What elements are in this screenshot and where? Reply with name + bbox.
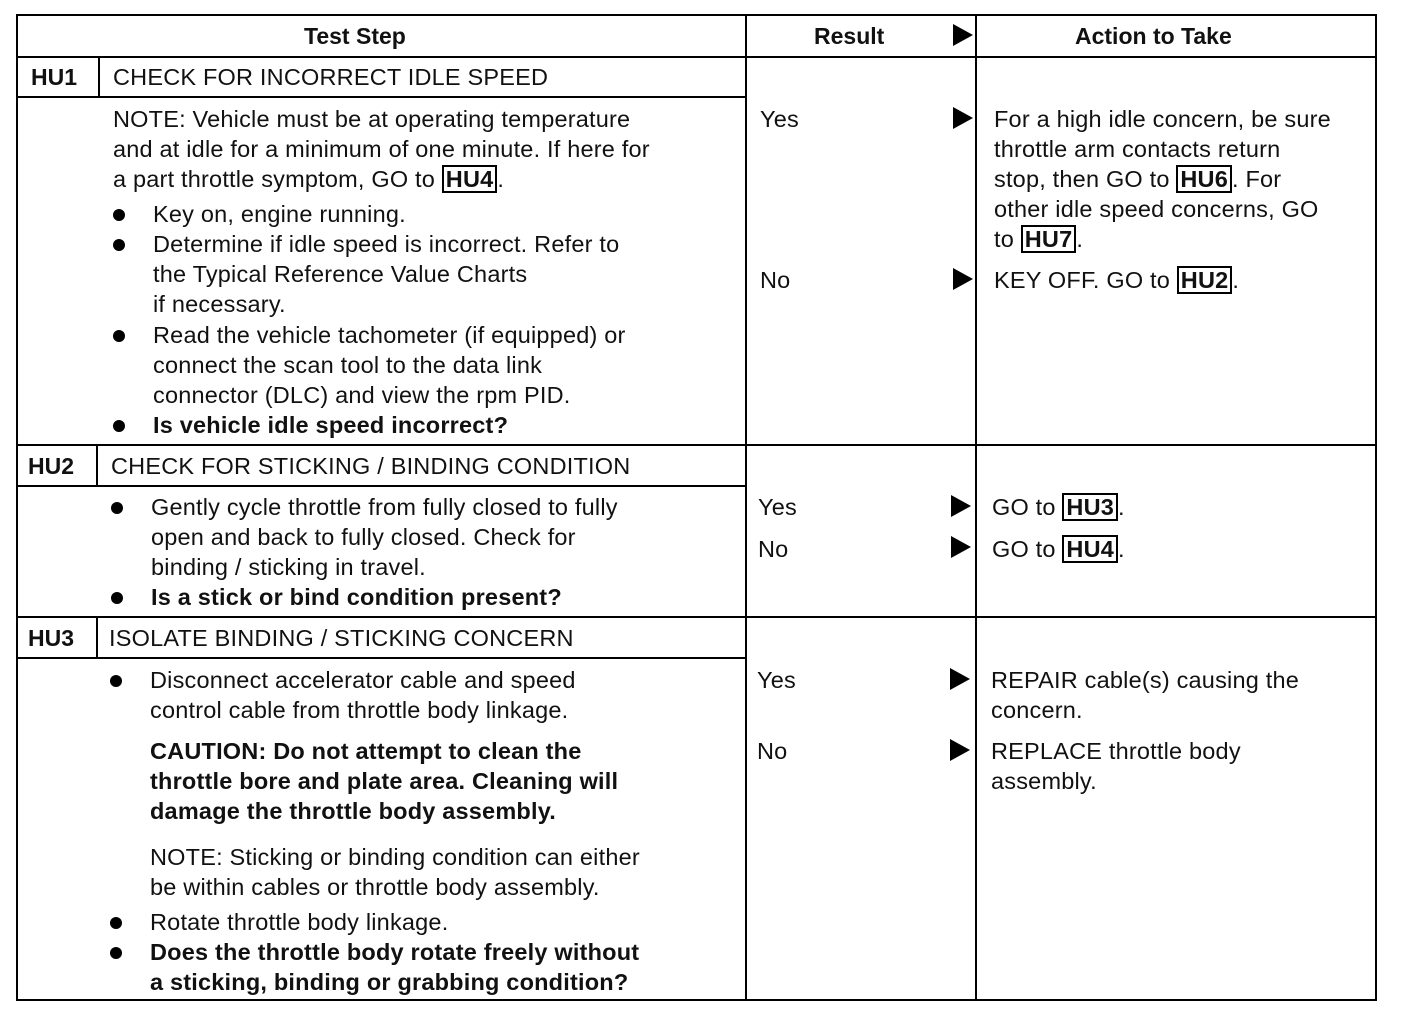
hu1-yes-action-line1: For a high idle concern, be sure: [994, 106, 1331, 132]
hu2-yes-action-text: GO to: [992, 494, 1056, 520]
hu1-title: CHECK FOR INCORRECT IDLE SPEED: [113, 64, 549, 90]
hu2-no-arrow-icon: [951, 536, 971, 558]
hu1-result-yes: Yes: [760, 106, 799, 132]
hu1-bullet2-line2: the Typical Reference Value Charts: [153, 261, 528, 287]
hu3-result-no: No: [757, 738, 788, 764]
hu1-no-action-text: KEY OFF. GO to: [994, 267, 1171, 293]
bullet-icon: [111, 502, 123, 514]
hu1-no-action-post: .: [1232, 267, 1240, 293]
hu2-no-action-post: .: [1118, 536, 1125, 562]
hu3-result-yes: Yes: [757, 667, 796, 693]
hu3-caution-line1: CAUTION: Do not attempt to clean the: [150, 738, 582, 764]
hu2-yes-arrow-icon: [951, 495, 971, 517]
hu1-no-arrow-icon: [953, 268, 973, 290]
hu2-yes-ref-hu3-link[interactable]: HU3: [1062, 493, 1118, 521]
bullet-icon: [113, 420, 125, 432]
bullet-icon: [113, 239, 125, 251]
hu2-title: CHECK FOR STICKING / BINDING CONDITION: [111, 453, 631, 479]
bullet-icon: [113, 330, 125, 342]
hu1-yes-ref-hu7-link[interactable]: HU7: [1021, 225, 1077, 253]
hu1-bullet1: Key on, engine running.: [153, 201, 406, 227]
hu2-no-action: [992, 534, 1125, 564]
hu1-yes-action-line4: other idle speed concerns, GO: [994, 196, 1319, 222]
hu2-result-yes: Yes: [758, 494, 797, 520]
bullet-icon: [111, 592, 123, 604]
hu1-yes-arrow-icon: [953, 107, 973, 129]
hu1-note-line2: and at idle for a minimum of one minute. If here for: [113, 136, 650, 162]
hu1-bullet3-line1: Read the vehicle tachometer (if equipped) or: [153, 322, 626, 348]
hu1-yes-ref-hu6-link[interactable]: HU6: [1176, 165, 1232, 193]
hu3-note-line1: NOTE: Sticking or binding condition can either: [150, 844, 640, 870]
hu3-no-action-line1: REPLACE throttle body: [991, 738, 1241, 764]
hu1-yes-action-line3-text: stop, then GO to: [994, 166, 1170, 192]
hu1-yes-action-line5: [994, 224, 1083, 254]
bullet-icon: [113, 209, 125, 221]
hu2-yes-action: [992, 492, 1125, 522]
hu1-bullet2-line1: Determine if idle speed is incorrect. Refer to: [153, 231, 620, 257]
hu3-bullet3-line2: a sticking, binding or grabbing condition?: [150, 969, 629, 995]
hu1-yes-action-line5-text: to: [994, 226, 1014, 252]
bullet-icon: [110, 917, 122, 929]
header-action: Action to Take: [1075, 23, 1232, 49]
header-test-step: Test Step: [304, 23, 406, 49]
hu3-yes-arrow-icon: [950, 668, 970, 690]
hu3-no-action-line2: assembly.: [991, 768, 1097, 794]
hu2-bullet1-line3: binding / sticking in travel.: [151, 554, 426, 580]
hu2-code: HU2: [28, 453, 75, 479]
hu3-bullet3-line1: Does the throttle body rotate freely without: [150, 939, 640, 965]
header-result: Result: [814, 23, 885, 49]
hu1-bullet3-line2: connect the scan tool to the data link: [153, 352, 543, 378]
hu2-no-ref-hu4-link[interactable]: HU4: [1062, 535, 1118, 563]
hu1-note-line3: [113, 164, 504, 194]
hu3-yes-action-line2: concern.: [991, 697, 1083, 723]
hu1-yes-action-line2: throttle arm contacts return: [994, 136, 1281, 162]
hu3-code: HU3: [28, 625, 75, 651]
hu1-yes-action-line3: [994, 164, 1281, 194]
hu1-note-line3-post: .: [497, 166, 505, 192]
hu3-bullet1-line1: Disconnect accelerator cable and speed: [150, 667, 576, 693]
hu2-bullet2-question: Is a stick or bind condition present?: [151, 584, 562, 610]
hu2-no-action-text: GO to: [992, 536, 1056, 562]
hu2-bullet1-line2: open and back to fully closed. Check for: [151, 524, 576, 550]
hu3-no-arrow-icon: [950, 739, 970, 761]
hu3-title: ISOLATE BINDING / STICKING CONCERN: [109, 625, 574, 651]
hu1-yes-action-line3-post: . For: [1232, 166, 1282, 192]
hu2-bullet1-line1: Gently cycle throttle from fully closed to fully: [151, 494, 618, 520]
hu3-yes-action-line1: REPAIR cable(s) causing the: [991, 667, 1299, 693]
hu2-yes-action-post: .: [1118, 494, 1125, 520]
hu1-no-action: [994, 265, 1239, 295]
hu3-caution-line2: throttle bore and plate area. Cleaning will: [150, 768, 619, 794]
hu1-yes-action-line5-post: .: [1076, 226, 1084, 252]
hu1-note-line1: NOTE: Vehicle must be at operating temperature: [113, 106, 631, 132]
bullet-icon: [110, 947, 122, 959]
hu1-result-no: No: [760, 267, 791, 293]
hu3-note-line2: be within cables or throttle body assembly.: [150, 874, 600, 900]
hu1-bullet3-line3: connector (DLC) and view the rpm PID.: [153, 382, 571, 408]
hu1-no-ref-hu2-link[interactable]: HU2: [1177, 266, 1233, 294]
header-arrow-icon: [953, 24, 973, 46]
hu1-code: HU1: [31, 64, 78, 90]
hu3-bullet2: Rotate throttle body linkage.: [150, 909, 449, 935]
hu3-bullet1-line2: control cable from throttle body linkage.: [150, 697, 569, 723]
bullet-icon: [110, 675, 122, 687]
hu1-note-line3-text: a part throttle symptom, GO to: [113, 166, 436, 192]
hu1-bullet2-line3: if necessary.: [153, 291, 286, 317]
hu2-result-no: No: [758, 536, 789, 562]
hu1-bullet4-question: Is vehicle idle speed incorrect?: [153, 412, 509, 438]
hu3-caution-line3: damage the throttle body assembly.: [150, 798, 556, 824]
hu1-note-ref-link[interactable]: HU4: [442, 165, 498, 193]
